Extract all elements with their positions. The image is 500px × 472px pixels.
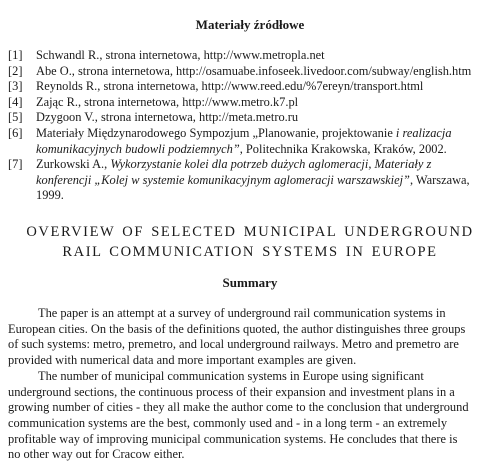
reference-line	[36, 95, 500, 111]
reference-item	[8, 126, 500, 157]
reference-italic-text: Wykorzystanie kolei dla potrzeb dużych aglomeracji, Materiały z	[110, 157, 432, 172]
reference-item	[8, 95, 500, 111]
summary-line: provided with numerical data and more important examples are given.	[8, 353, 357, 368]
summary-line: profitable way of improving municipal communication systems. He concludes that there is	[8, 431, 458, 446]
reference-number: [7]	[8, 157, 23, 172]
reference-text: , Warszawa,	[409, 172, 470, 187]
summary-paragraph	[8, 369, 500, 463]
english-title-line: OVERVIEW OF SELECTED MUNICIPAL UNDERGROUND	[26, 224, 474, 240]
summary-paragraph	[8, 306, 500, 369]
english-title	[0, 223, 500, 262]
summary-line: communication systems are the best, commonly used and - in a long term - an extremely	[8, 415, 448, 430]
summary-line: of such systems: metro, premetro, and local underground railways. Metro and premetro are	[8, 337, 459, 352]
reference-text: Schwandl R., strona internetowa, http://www.metropla.net	[36, 48, 325, 62]
reference-line	[36, 48, 500, 64]
reference-item	[8, 64, 500, 80]
summary-line: underground sections, the continuous process of their expansion and investment plans in a	[8, 384, 455, 399]
reference-text: Zając R., strona internetowa, http://www.metro.k7.pl	[36, 94, 299, 109]
summary-line: no other way out for Cracow either.	[8, 447, 185, 462]
reference-number: [5]	[8, 110, 23, 125]
summary-line: growing number of cities - they all make the author come to the conclusion that underground	[8, 400, 469, 415]
reference-text: , Politechnika Krakowska, Kraków, 2002.	[239, 141, 447, 156]
summary-body	[8, 306, 500, 463]
references-list	[8, 48, 500, 204]
reference-italic-text: konferencji „Kolej w systemie komunikacyjnym aglomeracji warszawskiej”	[36, 172, 410, 187]
reference-line	[36, 126, 500, 142]
reference-line	[36, 79, 500, 95]
reference-text: Dzygoon V., strona internetowa, http://meta.metro.ru	[36, 110, 299, 125]
reference-line	[36, 157, 500, 173]
summary-line: The paper is an attempt at a survey of underground rail communication systems in	[38, 306, 446, 320]
summary-line: European cities. On the basis of the definitions quoted, the author distinguishes three groups	[8, 321, 466, 336]
references-heading: Materiały źródłowe	[195, 17, 305, 32]
reference-line	[36, 64, 500, 80]
reference-line	[36, 110, 500, 126]
reference-number: [3]	[8, 79, 23, 94]
reference-number: [6]	[8, 125, 23, 140]
reference-item	[8, 48, 500, 64]
summary-heading: Summary	[222, 275, 278, 290]
reference-italic-text: komunikacyjnych budowli podziemnych”	[36, 141, 240, 156]
reference-number: [2]	[8, 63, 23, 78]
reference-item	[8, 79, 500, 95]
reference-italic-text: i realizacja	[395, 125, 452, 140]
reference-text: Reynolds R., strona internetowa, http://www.reed.edu/%7ereyn/transport.html	[36, 79, 424, 94]
reference-text: 1999.	[36, 188, 64, 203]
reference-text: Zurkowski A.,	[36, 157, 111, 172]
reference-text: Abe O., strona internetowa, http://osamuabe.infoseek.livedoor.com/subway/english.htm	[36, 63, 472, 78]
reference-number: [1]	[8, 48, 23, 62]
english-title-line: RAIL COMMUNICATION SYSTEMS IN EUROPE	[62, 243, 438, 260]
reference-item	[8, 157, 500, 204]
reference-line	[36, 188, 500, 204]
reference-item	[8, 110, 500, 126]
reference-text: Materiały Międzynarodowego Sympozjum „Planowanie, projektowanie	[36, 125, 396, 140]
reference-number: [4]	[8, 94, 23, 109]
reference-line	[36, 142, 500, 158]
reference-line	[36, 173, 500, 189]
summary-line: The number of municipal communication systems in Europe using significant	[38, 368, 424, 383]
